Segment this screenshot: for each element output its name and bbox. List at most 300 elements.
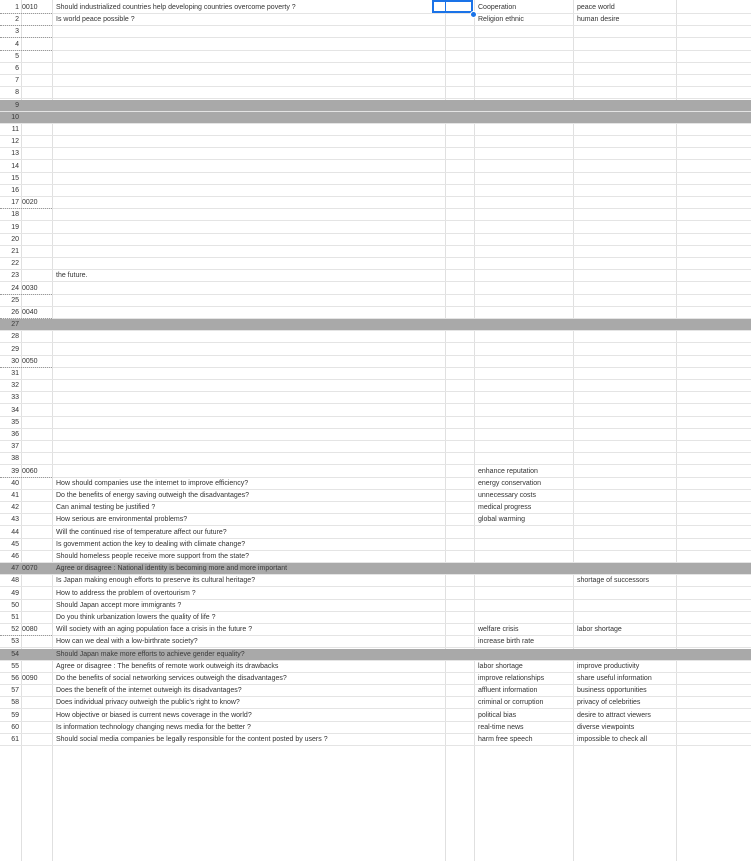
keyword-cell-3[interactable]: [676, 234, 751, 246]
question-cell[interactable]: [52, 173, 445, 185]
code-cell[interactable]: [21, 636, 52, 648]
checkbox-cell[interactable]: [445, 697, 474, 709]
keyword-cell-2[interactable]: [573, 51, 676, 63]
row-number-cell[interactable]: 13: [11, 150, 19, 158]
question-cell[interactable]: [52, 368, 445, 380]
keyword-cell-3[interactable]: [676, 612, 751, 624]
keyword-cell-1[interactable]: [474, 124, 573, 136]
keyword-cell-3[interactable]: [676, 124, 751, 136]
row-number-cell[interactable]: 4: [15, 40, 19, 48]
row-number-cell[interactable]: 11: [11, 126, 19, 133]
table-row[interactable]: [0, 356, 751, 368]
checkbox-cell[interactable]: [445, 185, 474, 197]
keyword-cell-2[interactable]: [573, 234, 676, 246]
code-cell[interactable]: [21, 331, 52, 343]
checkbox-cell[interactable]: [445, 246, 474, 258]
keyword-cell-1[interactable]: [474, 63, 573, 75]
table-row[interactable]: [0, 14, 751, 26]
keyword-cell-1[interactable]: [474, 307, 573, 319]
checkbox-cell[interactable]: [445, 75, 474, 87]
table-row[interactable]: [0, 2, 751, 14]
row-number-cell[interactable]: 1: [15, 4, 19, 11]
keyword-cell-1[interactable]: labor shortage: [478, 662, 523, 670]
code-cell[interactable]: [21, 478, 52, 490]
keyword-cell-3[interactable]: [676, 319, 751, 331]
keyword-cell-1[interactable]: global warming: [478, 516, 526, 524]
table-row[interactable]: [0, 26, 751, 38]
code-cell[interactable]: [21, 258, 52, 270]
question-cell[interactable]: Will the continued rise of temperature affect our future?: [56, 528, 227, 536]
question-cell[interactable]: [52, 197, 445, 209]
table-row[interactable]: [0, 270, 751, 282]
keyword-cell-2[interactable]: [573, 392, 676, 404]
checkbox-cell[interactable]: [445, 270, 474, 282]
code-cell[interactable]: [21, 710, 52, 722]
question-cell[interactable]: the future.: [56, 272, 88, 280]
table-row[interactable]: [0, 441, 751, 453]
checkbox-cell[interactable]: [445, 478, 474, 490]
keyword-cell-3[interactable]: [676, 148, 751, 160]
keyword-cell-2[interactable]: peace world: [577, 4, 615, 11]
row-number-cell[interactable]: 39: [11, 467, 19, 475]
keyword-cell-1[interactable]: [474, 26, 573, 38]
question-cell[interactable]: [52, 100, 445, 112]
table-row[interactable]: [0, 661, 751, 673]
keyword-cell-2[interactable]: [573, 368, 676, 380]
keyword-cell-1[interactable]: [474, 112, 573, 124]
question-cell[interactable]: [52, 417, 445, 429]
code-cell[interactable]: [21, 319, 52, 331]
table-row[interactable]: [0, 502, 751, 514]
keyword-cell-2[interactable]: [573, 478, 676, 490]
keyword-cell-2[interactable]: [573, 356, 676, 368]
question-cell[interactable]: [52, 441, 445, 453]
row-number-cell[interactable]: 58: [11, 699, 19, 707]
keyword-cell-2[interactable]: [573, 429, 676, 441]
keyword-cell-2[interactable]: [573, 26, 676, 38]
keyword-cell-1[interactable]: [474, 185, 573, 197]
code-cell[interactable]: [21, 209, 52, 221]
checkbox-cell[interactable]: [445, 209, 474, 221]
checkbox-cell[interactable]: [445, 344, 474, 356]
checkbox-cell[interactable]: [445, 551, 474, 563]
keyword-cell-1[interactable]: [474, 197, 573, 209]
table-row[interactable]: [0, 124, 751, 136]
question-cell[interactable]: Can animal testing be justified ?: [56, 504, 156, 512]
row-number-cell[interactable]: 61: [11, 736, 19, 743]
question-cell[interactable]: Will society with an aging population face a crisis in the future ?: [56, 626, 253, 634]
checkbox-cell[interactable]: [445, 295, 474, 307]
code-cell[interactable]: [21, 502, 52, 514]
keyword-cell-3[interactable]: [676, 710, 751, 722]
keyword-cell-3[interactable]: [676, 63, 751, 75]
keyword-cell-3[interactable]: [676, 307, 751, 319]
checkbox-cell[interactable]: [445, 453, 474, 465]
code-cell[interactable]: [21, 551, 52, 563]
table-row[interactable]: [0, 39, 751, 51]
keyword-cell-1[interactable]: [474, 222, 573, 234]
question-cell[interactable]: [52, 319, 445, 331]
keyword-cell-1[interactable]: [474, 51, 573, 63]
question-cell[interactable]: Is Japan making enough efforts to preserve its cultural heritage?: [56, 577, 256, 585]
question-cell[interactable]: [52, 185, 445, 197]
checkbox-cell[interactable]: [445, 722, 474, 734]
keyword-cell-1[interactable]: [474, 551, 573, 563]
row-number-cell[interactable]: 29: [11, 345, 19, 353]
keyword-cell-1[interactable]: improve relationships: [478, 675, 545, 682]
keyword-cell-3[interactable]: [676, 246, 751, 258]
checkbox-cell[interactable]: [445, 710, 474, 722]
code-cell[interactable]: [21, 588, 52, 600]
keyword-cell-1[interactable]: [474, 39, 573, 51]
code-cell[interactable]: [21, 51, 52, 63]
code-cell[interactable]: [21, 417, 52, 429]
code-cell[interactable]: [21, 234, 52, 246]
checkbox-cell[interactable]: [445, 502, 474, 514]
question-cell[interactable]: Is information technology changing news media for the better ?: [56, 723, 251, 731]
code-cell[interactable]: [21, 75, 52, 87]
question-cell[interactable]: [52, 429, 445, 441]
row-number-cell[interactable]: 55: [11, 662, 19, 670]
keyword-cell-2[interactable]: [573, 75, 676, 87]
keyword-cell-1[interactable]: [474, 136, 573, 148]
row-number-cell[interactable]: 42: [11, 504, 19, 512]
code-cell[interactable]: [21, 173, 52, 185]
row-number-cell[interactable]: 56: [11, 675, 19, 682]
question-cell[interactable]: Should Japan make more efforts to achieve gender equality?: [56, 650, 245, 658]
row-number-cell[interactable]: 14: [11, 162, 19, 170]
row-number-cell[interactable]: 47: [11, 565, 19, 573]
keyword-cell-2[interactable]: [573, 490, 676, 502]
keyword-cell-3[interactable]: [676, 575, 751, 587]
keyword-cell-2[interactable]: [573, 453, 676, 465]
keyword-cell-1[interactable]: [474, 209, 573, 221]
table-row[interactable]: [0, 453, 751, 465]
code-cell[interactable]: [21, 246, 52, 258]
table-row[interactable]: [0, 51, 751, 63]
table-row[interactable]: [0, 161, 751, 173]
code-cell[interactable]: [21, 441, 52, 453]
question-cell[interactable]: Should homeless people receive more support from the state?: [56, 553, 249, 560]
table-row[interactable]: [0, 405, 751, 417]
question-cell[interactable]: [52, 26, 445, 38]
table-row[interactable]: [0, 429, 751, 441]
row-number-cell[interactable]: 57: [11, 687, 19, 695]
row-number-cell[interactable]: 21: [11, 248, 19, 255]
checkbox-cell[interactable]: [445, 258, 474, 270]
keyword-cell-2[interactable]: [573, 197, 676, 209]
checkbox-cell[interactable]: [445, 112, 474, 124]
keyword-cell-2[interactable]: [573, 112, 676, 124]
keyword-cell-3[interactable]: [676, 661, 751, 673]
keyword-cell-3[interactable]: [676, 551, 751, 563]
table-row[interactable]: [0, 112, 751, 124]
checkbox-cell[interactable]: [445, 234, 474, 246]
keyword-cell-2[interactable]: [573, 514, 676, 526]
code-cell[interactable]: [21, 527, 52, 539]
row-number-cell[interactable]: 12: [11, 138, 19, 146]
keyword-cell-2[interactable]: [573, 283, 676, 295]
checkbox-cell[interactable]: [445, 514, 474, 526]
question-cell[interactable]: Is government action the key to dealing with climate change?: [56, 540, 246, 548]
question-cell[interactable]: [52, 405, 445, 417]
keyword-cell-3[interactable]: [676, 185, 751, 197]
keyword-cell-2[interactable]: [573, 209, 676, 221]
keyword-cell-3[interactable]: [676, 527, 751, 539]
keyword-cell-1[interactable]: [474, 612, 573, 624]
keyword-cell-3[interactable]: [676, 295, 751, 307]
row-number-cell[interactable]: 5: [15, 52, 19, 60]
row-number-cell[interactable]: 26: [11, 309, 19, 316]
keyword-cell-3[interactable]: [676, 222, 751, 234]
table-row[interactable]: [0, 575, 751, 587]
keyword-cell-1[interactable]: enhance reputation: [478, 467, 538, 475]
keyword-cell-3[interactable]: [676, 283, 751, 295]
keyword-cell-1[interactable]: increase birth rate: [478, 638, 535, 646]
row-number-cell[interactable]: 16: [11, 187, 19, 194]
keyword-cell-1[interactable]: [474, 575, 573, 587]
keyword-cell-1[interactable]: unnecessary costs: [478, 492, 536, 499]
checkbox-cell[interactable]: [445, 575, 474, 587]
table-row[interactable]: [0, 246, 751, 258]
code-cell[interactable]: 0030: [22, 284, 38, 292]
table-row[interactable]: [0, 392, 751, 404]
table-row[interactable]: [0, 636, 751, 648]
keyword-cell-3[interactable]: [676, 136, 751, 148]
table-row[interactable]: [0, 258, 751, 270]
keyword-cell-3[interactable]: [676, 75, 751, 87]
question-cell[interactable]: [52, 63, 445, 75]
row-number-cell[interactable]: 48: [11, 577, 19, 585]
checkbox-cell[interactable]: [445, 600, 474, 612]
keyword-cell-2[interactable]: [573, 502, 676, 514]
table-row[interactable]: [0, 344, 751, 356]
keyword-cell-3[interactable]: [676, 331, 751, 343]
row-number-cell[interactable]: 34: [11, 406, 19, 414]
keyword-cell-1[interactable]: Religion ethnic: [478, 16, 524, 24]
checkbox-cell[interactable]: [445, 161, 474, 173]
checkbox-cell[interactable]: [445, 563, 474, 575]
keyword-cell-2[interactable]: share useful information: [577, 675, 652, 682]
keyword-cell-2[interactable]: [573, 466, 676, 478]
row-number-cell[interactable]: 2: [15, 16, 19, 24]
keyword-cell-3[interactable]: [676, 368, 751, 380]
code-cell[interactable]: [21, 161, 52, 173]
keyword-cell-1[interactable]: medical progress: [478, 504, 532, 512]
keyword-cell-3[interactable]: [676, 649, 751, 661]
keyword-cell-2[interactable]: [573, 551, 676, 563]
checkbox-cell[interactable]: [445, 26, 474, 38]
row-number-cell[interactable]: 36: [11, 431, 19, 438]
keyword-cell-2[interactable]: shortage of successors: [577, 577, 649, 585]
row-number-cell[interactable]: 40: [11, 479, 19, 487]
question-cell[interactable]: [52, 87, 445, 99]
keyword-cell-2[interactable]: [573, 246, 676, 258]
keyword-cell-1[interactable]: [474, 258, 573, 270]
keyword-cell-3[interactable]: [676, 673, 751, 685]
code-cell[interactable]: 0060: [22, 467, 38, 475]
row-number-cell[interactable]: 27: [11, 321, 19, 329]
keyword-cell-3[interactable]: [676, 380, 751, 392]
keyword-cell-1[interactable]: real-time news: [478, 723, 524, 731]
keyword-cell-2[interactable]: [573, 417, 676, 429]
row-number-cell[interactable]: 15: [11, 174, 19, 182]
keyword-cell-3[interactable]: [676, 539, 751, 551]
row-number-cell[interactable]: 3: [15, 28, 19, 36]
keyword-cell-3[interactable]: [676, 39, 751, 51]
row-number-cell[interactable]: 6: [15, 65, 19, 72]
keyword-cell-1[interactable]: [474, 100, 573, 112]
question-cell[interactable]: Do the benefits of social networking services outweigh the disadvantages?: [56, 675, 287, 682]
table-row[interactable]: [0, 185, 751, 197]
code-cell[interactable]: [21, 453, 52, 465]
keyword-cell-2[interactable]: [573, 270, 676, 282]
table-row[interactable]: [0, 734, 751, 746]
keyword-cell-2[interactable]: improve productivity: [577, 662, 640, 670]
row-number-cell[interactable]: 46: [11, 553, 19, 560]
table-row[interactable]: [0, 307, 751, 319]
row-number-cell[interactable]: 32: [11, 382, 19, 390]
keyword-cell-2[interactable]: [573, 331, 676, 343]
row-number-cell[interactable]: 23: [11, 272, 19, 280]
question-cell[interactable]: Does the benefit of the internet outweigh its disadvantages?: [56, 687, 242, 695]
keyword-cell-1[interactable]: [474, 234, 573, 246]
table-row[interactable]: [0, 466, 751, 478]
keyword-cell-2[interactable]: [573, 173, 676, 185]
table-row[interactable]: [0, 75, 751, 87]
keyword-cell-2[interactable]: privacy of celebrities: [577, 699, 641, 707]
keyword-cell-2[interactable]: [573, 344, 676, 356]
question-cell[interactable]: [52, 453, 445, 465]
code-cell[interactable]: [21, 63, 52, 75]
checkbox-cell[interactable]: [445, 380, 474, 392]
question-cell[interactable]: [52, 39, 445, 51]
question-cell[interactable]: [52, 161, 445, 173]
keyword-cell-3[interactable]: [676, 2, 751, 14]
table-row[interactable]: [0, 600, 751, 612]
keyword-cell-2[interactable]: [573, 636, 676, 648]
question-cell[interactable]: [52, 258, 445, 270]
checkbox-cell[interactable]: [445, 490, 474, 502]
keyword-cell-2[interactable]: desire to attract viewers: [577, 711, 651, 719]
table-row[interactable]: [0, 490, 751, 502]
row-number-cell[interactable]: 44: [11, 528, 19, 536]
keyword-cell-3[interactable]: [676, 514, 751, 526]
question-cell[interactable]: [52, 209, 445, 221]
table-row[interactable]: [0, 697, 751, 709]
keyword-cell-3[interactable]: [676, 392, 751, 404]
table-row[interactable]: [0, 417, 751, 429]
table-row[interactable]: [0, 514, 751, 526]
code-cell[interactable]: 0040: [22, 309, 38, 316]
table-row[interactable]: [0, 331, 751, 343]
row-number-cell[interactable]: 37: [11, 443, 19, 451]
table-row[interactable]: [0, 685, 751, 697]
row-number-cell[interactable]: 59: [11, 711, 19, 719]
code-cell[interactable]: [21, 380, 52, 392]
checkbox-cell[interactable]: [445, 51, 474, 63]
code-cell[interactable]: [21, 344, 52, 356]
row-number-cell[interactable]: 38: [11, 455, 19, 463]
question-cell[interactable]: Do you think urbanization lowers the quality of life ?: [56, 614, 216, 621]
keyword-cell-1[interactable]: [474, 283, 573, 295]
checkbox-cell[interactable]: [445, 392, 474, 404]
keyword-cell-1[interactable]: [474, 270, 573, 282]
keyword-cell-2[interactable]: labor shortage: [577, 626, 622, 634]
checkbox-cell[interactable]: [445, 649, 474, 661]
keyword-cell-3[interactable]: [676, 636, 751, 648]
fill-handle[interactable]: [470, 11, 477, 18]
checkbox-cell[interactable]: [445, 222, 474, 234]
question-cell[interactable]: [52, 283, 445, 295]
question-cell[interactable]: Agree or disagree : National identity is becoming more and more important: [56, 565, 288, 573]
question-cell[interactable]: How to address the problem of overtourism ?: [56, 589, 196, 597]
keyword-cell-2[interactable]: [573, 588, 676, 600]
keyword-cell-2[interactable]: [573, 87, 676, 99]
row-number-cell[interactable]: 52: [11, 626, 19, 634]
keyword-cell-2[interactable]: [573, 161, 676, 173]
row-number-cell[interactable]: 53: [11, 638, 19, 646]
question-cell[interactable]: How can we deal with a low-birthrate society?: [56, 638, 198, 646]
keyword-cell-1[interactable]: [474, 75, 573, 87]
row-number-cell[interactable]: 17: [11, 199, 19, 207]
checkbox-cell[interactable]: [445, 527, 474, 539]
keyword-cell-2[interactable]: [573, 539, 676, 551]
keyword-cell-3[interactable]: [676, 429, 751, 441]
question-cell[interactable]: [52, 148, 445, 160]
row-number-cell[interactable]: 35: [11, 418, 19, 426]
checkbox-cell[interactable]: [445, 173, 474, 185]
question-cell[interactable]: [52, 51, 445, 63]
keyword-cell-3[interactable]: [676, 624, 751, 636]
table-row[interactable]: [0, 624, 751, 636]
row-number-cell[interactable]: 19: [11, 223, 19, 231]
row-number-cell[interactable]: 7: [15, 77, 19, 85]
keyword-cell-3[interactable]: [676, 51, 751, 63]
keyword-cell-2[interactable]: [573, 527, 676, 539]
checkbox-cell[interactable]: [445, 124, 474, 136]
keyword-cell-2[interactable]: [573, 39, 676, 51]
question-cell[interactable]: Agree or disagree : The benefits of remote work outweigh its drawbacks: [56, 662, 279, 670]
keyword-cell-2[interactable]: [573, 563, 676, 575]
keyword-cell-2[interactable]: [573, 405, 676, 417]
keyword-cell-3[interactable]: [676, 356, 751, 368]
keyword-cell-3[interactable]: [676, 441, 751, 453]
code-cell[interactable]: [21, 575, 52, 587]
code-cell[interactable]: [21, 100, 52, 112]
table-row[interactable]: [0, 209, 751, 221]
keyword-cell-3[interactable]: [676, 197, 751, 209]
code-cell[interactable]: [21, 368, 52, 380]
checkbox-cell[interactable]: [445, 661, 474, 673]
keyword-cell-3[interactable]: [676, 600, 751, 612]
question-cell[interactable]: [52, 246, 445, 258]
keyword-cell-3[interactable]: [676, 478, 751, 490]
keyword-cell-3[interactable]: [676, 734, 751, 746]
code-cell[interactable]: [21, 112, 52, 124]
keyword-cell-2[interactable]: [573, 148, 676, 160]
row-number-cell[interactable]: 20: [11, 235, 19, 243]
row-number-cell[interactable]: 41: [11, 492, 19, 499]
code-cell[interactable]: [21, 649, 52, 661]
code-cell[interactable]: [21, 429, 52, 441]
checkbox-cell[interactable]: [445, 100, 474, 112]
code-cell[interactable]: [21, 148, 52, 160]
code-cell[interactable]: [21, 87, 52, 99]
code-cell[interactable]: [21, 270, 52, 282]
keyword-cell-3[interactable]: [676, 417, 751, 429]
question-cell[interactable]: [52, 380, 445, 392]
